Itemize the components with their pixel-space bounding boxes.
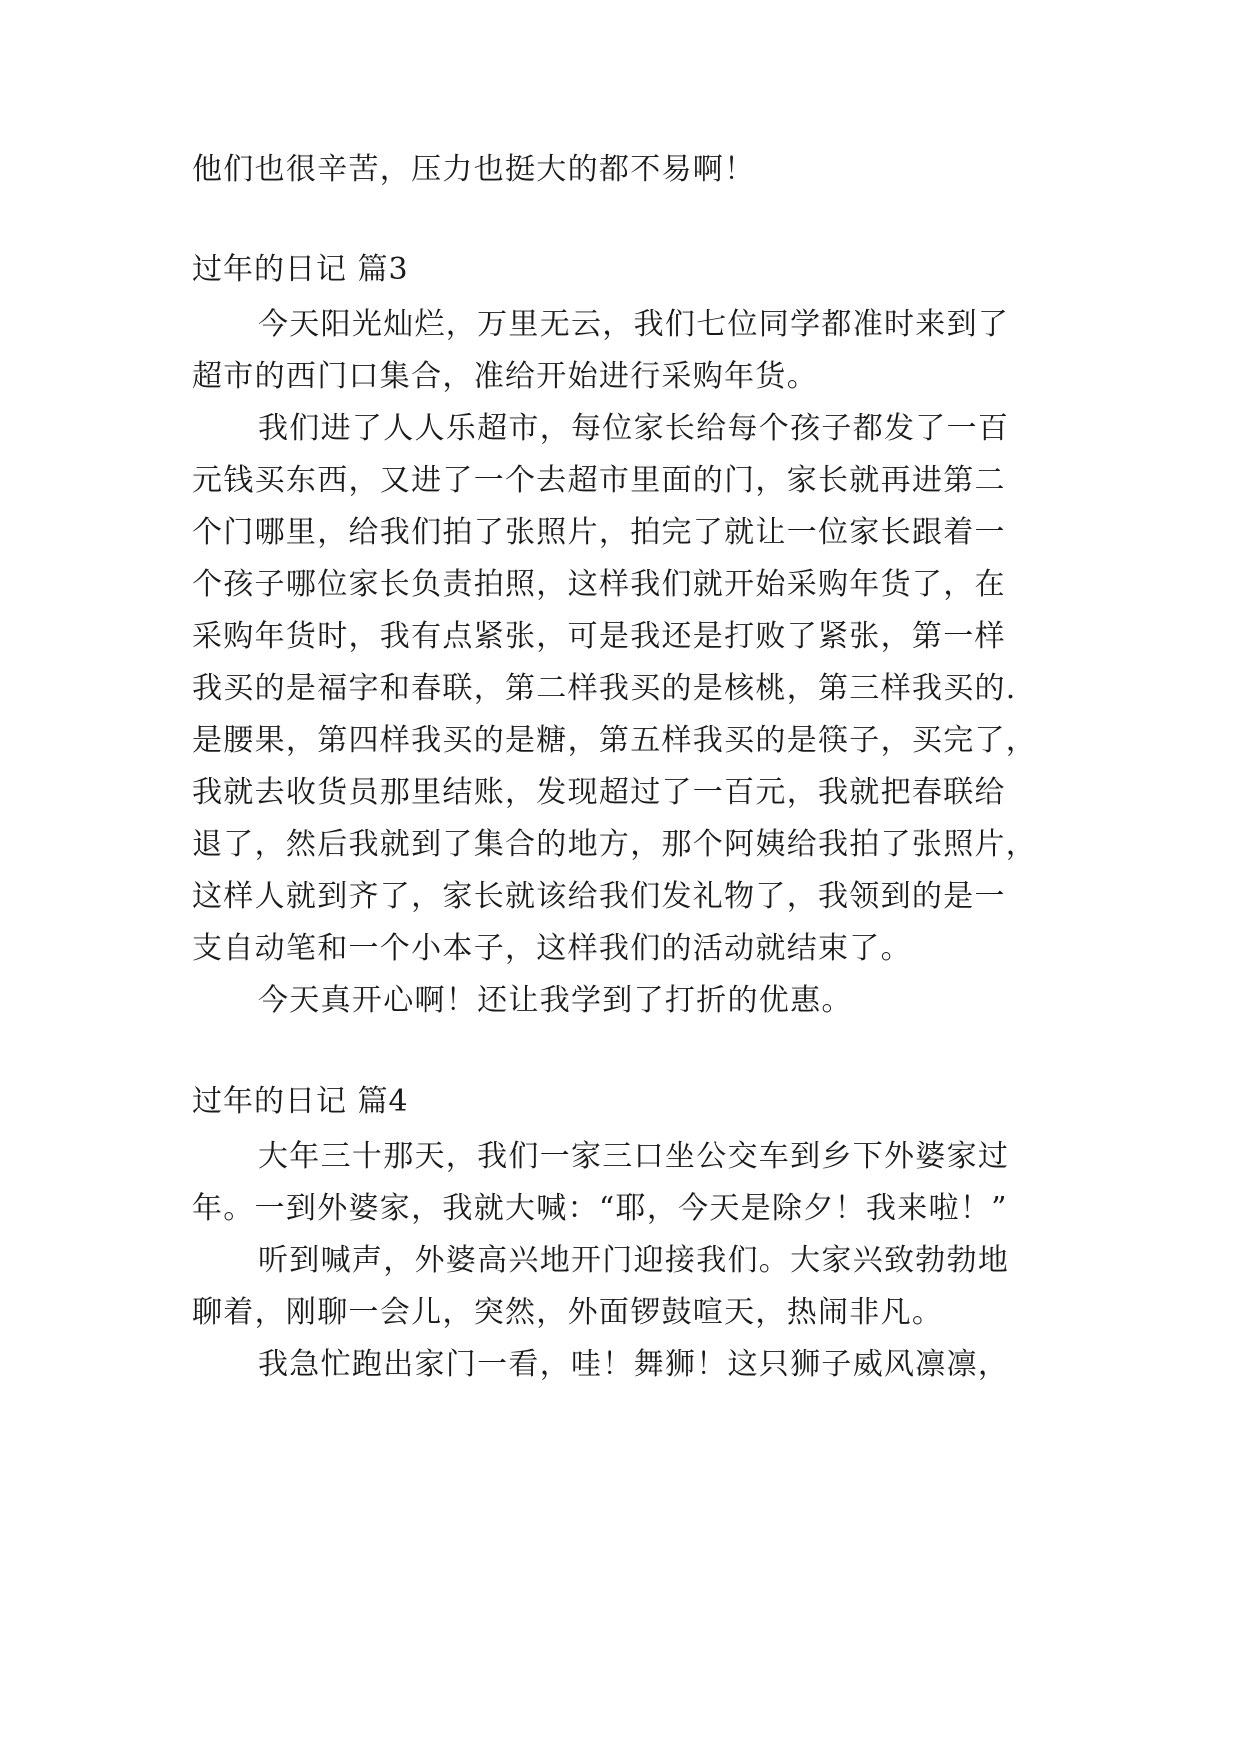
text-line: 我买的是福字和春联，第二样我买的是核桃，第三样我买的.: [192, 671, 1017, 706]
text-line: 个门哪里，给我们拍了张照片，拍完了就让一位家长跟着一: [192, 515, 1006, 550]
text-line: 大年三十那天，我们一家三口坐公交车到乡下外婆家过: [258, 1139, 1010, 1174]
text-line: 是腰果，第四样我买的是糖，第五样我买的是筷子，买完了，: [192, 723, 1038, 758]
text-line: 年。一到外婆家，我就大喊：“耶，今天是除夕！我来啦！”: [192, 1191, 1008, 1226]
text-line: 今天阳光灿烂，万里无云，我们七位同学都准时来到了: [258, 307, 1010, 342]
text-line: 我们进了人人乐超市，每位家长给每个孩子都发了一百: [258, 411, 1010, 446]
text-line: 我就去收货员那里结账，发现超过了一百元，我就把春联给: [192, 775, 1006, 810]
text-line: 采购年货时，我有点紧张，可是我还是打败了紧张，第一样: [192, 619, 1006, 654]
text-line: 听到喊声，外婆高兴地开门迎接我们。大家兴致勃勃地: [258, 1243, 1010, 1278]
text-line: 个孩子哪位家长负责拍照，这样我们就开始采购年货了，在: [192, 567, 1006, 602]
text-line: 他们也很辛苦，压力也挺大的都不易啊！: [192, 152, 756, 187]
text-line: 超市的西门口集合，准给开始进行采购年货。: [192, 359, 818, 394]
text-line: 这样人就到齐了，家长就该给我们发礼物了，我领到的是一: [192, 879, 1006, 914]
text-line: 今天真开心啊！还让我学到了打折的优惠。: [258, 983, 853, 1018]
text-line: 我急忙跑出家门一看，哇！舞狮！这只狮子威风凛凛，: [258, 1347, 1010, 1382]
text-line: 支自动笔和一个小本子，这样我们的活动就结束了。: [192, 931, 912, 966]
section-heading: 过年的日记 篇3: [192, 252, 409, 287]
section-heading: 过年的日记 篇4: [192, 1084, 409, 1119]
text-line: 聊着，刚聊一会儿，突然，外面锣鼓喧天，热闹非凡。: [192, 1295, 944, 1330]
text-line: 元钱买东西，又进了一个去超市里面的门，家长就再进第二: [192, 463, 1006, 498]
text-line: 退了，然后我就到了集合的地方，那个阿姨给我拍了张照片，: [192, 827, 1038, 862]
